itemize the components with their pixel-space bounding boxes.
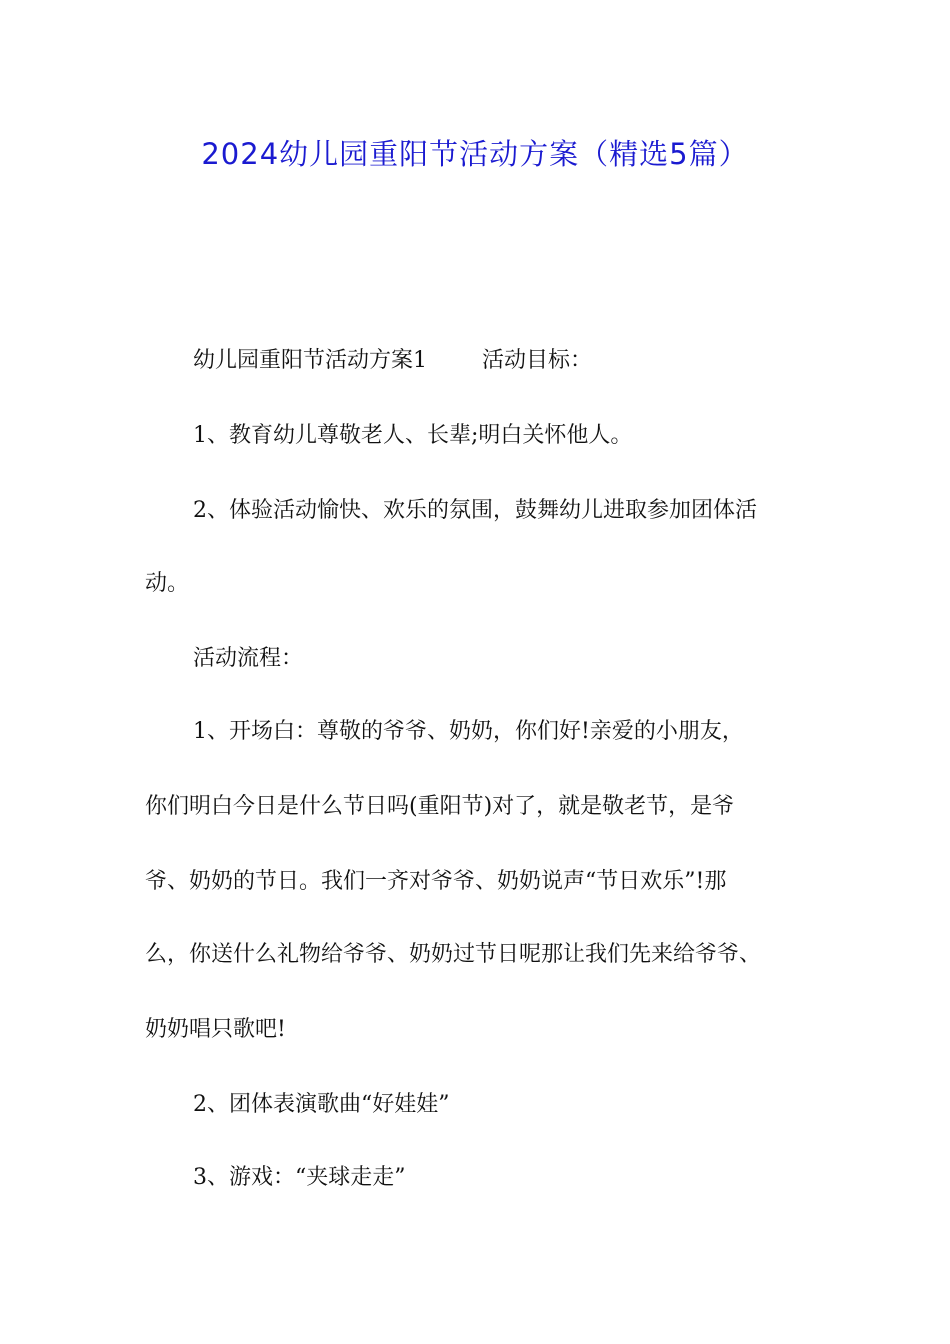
objective-2-line-1: 2、体验活动愉快、欢乐的氛围，鼓舞幼儿进取参加团体活 — [193, 498, 757, 523]
document-title: 2024幼儿园重阳节活动方案（精选5篇） — [201, 137, 749, 171]
process-step-1-line-3: 爷、奶奶的节日。我们一齐对爷爷、奶奶说声“节日欢乐”!那 — [145, 869, 727, 894]
plan-heading: 幼儿园重阳节活动方案1 — [193, 348, 427, 373]
process-step-1-line-4: 么，你送什么礼物给爷爷、奶奶过节日呢那让我们先来给爷爷、 — [145, 942, 762, 967]
process-step-1-line-5: 奶奶唱只歌吧! — [145, 1017, 286, 1042]
process-step-3: 3、游戏：“夹球走走” — [193, 1165, 406, 1190]
paragraph-plan-heading — [193, 346, 893, 376]
process-step-2: 2、团体表演歌曲“好娃娃” — [193, 1092, 450, 1117]
process-step-1-line-1: 1、开场白：尊敬的爷爷、奶奶，你们好!亲爱的小朋友， — [193, 719, 744, 744]
objective-1: 1、教育幼儿尊敬老人、长辈;明白关怀他人。 — [193, 423, 633, 448]
process-step-1-line-2: 你们明白今日是什么节日吗(重阳节)对了，就是敬老节，是爷 — [145, 794, 735, 819]
objectives-label: 活动目标： — [482, 348, 593, 373]
process-label: 活动流程： — [193, 646, 304, 671]
objective-2-line-2: 动。 — [145, 571, 190, 596]
